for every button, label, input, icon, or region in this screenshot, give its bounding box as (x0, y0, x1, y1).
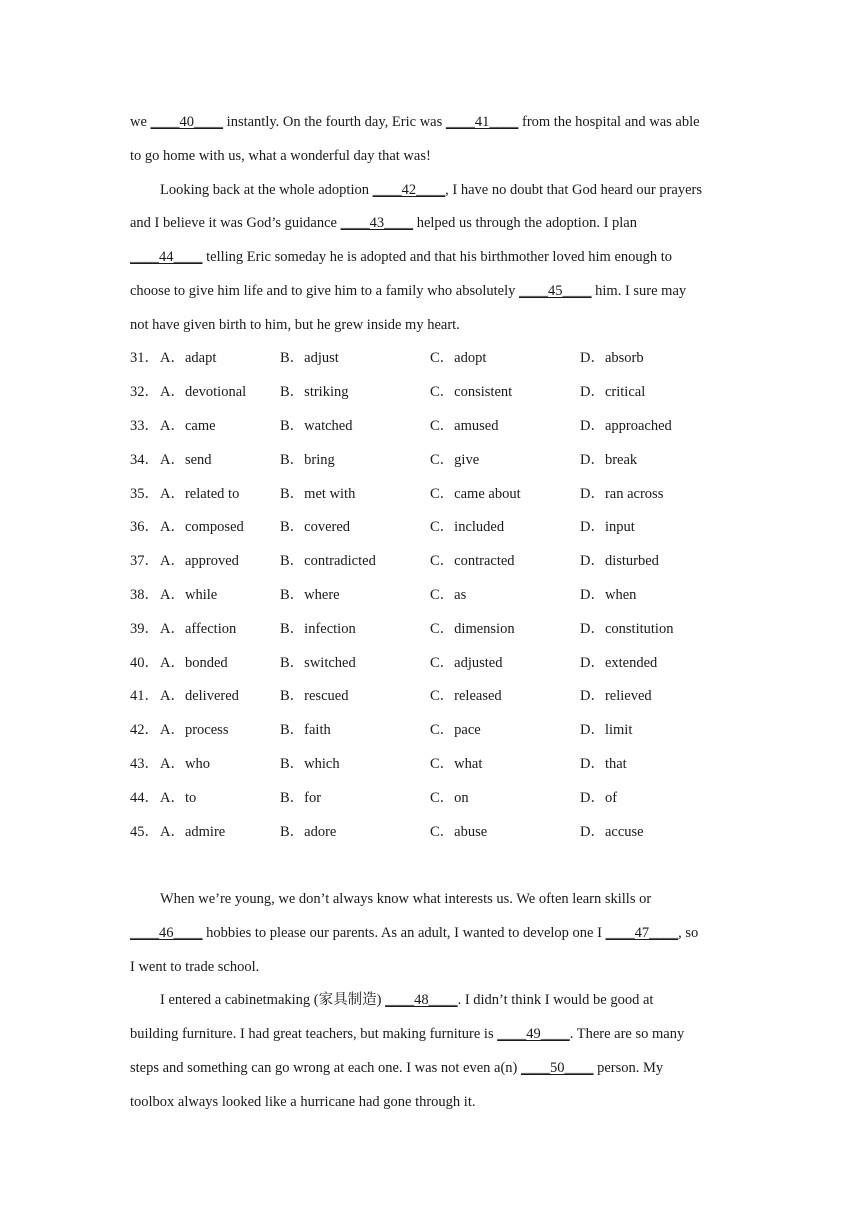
answer-blank[interactable]: ____42____ (372, 182, 446, 198)
option-d[interactable]: D．critical (580, 384, 646, 400)
option-b[interactable]: B．rescued (280, 688, 349, 704)
question-39-options (130, 619, 730, 639)
passage-text: to go home with us, what a wonderful day that was! (130, 148, 431, 164)
question-36-options (130, 517, 730, 537)
option-a[interactable]: A．who (160, 756, 210, 772)
passage-text: choose to give him life and to give him to a family who absolutely (130, 283, 520, 299)
answer-blank[interactable]: ____45____ (519, 283, 592, 299)
passage-text: him. I sure may (591, 283, 687, 299)
option-c[interactable]: C．adopt (430, 350, 487, 366)
passage-text: from the hospital and was able (518, 114, 700, 130)
question-45-options (130, 822, 730, 842)
question-number: 31． (130, 350, 159, 366)
option-b[interactable]: B．watched (280, 418, 353, 434)
option-a[interactable]: A．came (160, 418, 216, 434)
option-b[interactable]: B．contradicted (280, 553, 376, 569)
answer-blank[interactable]: ____49____ (497, 1026, 570, 1042)
answer-blank[interactable]: ____47____ (605, 925, 679, 941)
answer-blank[interactable]: ____43____ (340, 215, 414, 231)
passage-text: person. My (593, 1060, 664, 1076)
option-d[interactable]: D．relieved (580, 688, 652, 704)
option-d[interactable]: D．absorb (580, 350, 644, 366)
question-43-options (130, 754, 730, 774)
option-b[interactable]: B．switched (280, 655, 356, 671)
option-c[interactable]: C．give (430, 452, 480, 468)
option-a[interactable]: A．approved (160, 553, 239, 569)
option-a[interactable]: A．to (160, 790, 197, 806)
option-c[interactable]: C．released (430, 688, 502, 704)
option-a[interactable]: A．admire (160, 824, 226, 840)
option-c[interactable]: C．abuse (430, 824, 488, 840)
passage-text: telling Eric someday he is adopted and that his birthmother loved him enough to (202, 249, 673, 265)
passage-text: . I didn’t think I would be good at (457, 992, 654, 1008)
option-b[interactable]: B．bring (280, 452, 335, 468)
passage-text: hobbies to please our parents. As an adult, I wanted to develop one I (202, 925, 606, 941)
option-b[interactable]: B．where (280, 587, 340, 603)
option-d[interactable]: D．that (580, 756, 627, 772)
option-a[interactable]: A．related to (160, 486, 240, 502)
option-b[interactable]: B．met with (280, 486, 356, 502)
option-c[interactable]: C．amused (430, 418, 499, 434)
option-c[interactable]: C．included (430, 519, 505, 535)
answer-blank[interactable]: ____40____ (150, 114, 224, 130)
question-44-options (130, 788, 730, 808)
passage-text: instantly. On the fourth day, Eric was (223, 114, 446, 130)
passage-text: I entered a cabinetmaking (家具制造) (160, 992, 386, 1008)
question-34-options (130, 450, 730, 470)
option-d[interactable]: D．disturbed (580, 553, 659, 569)
question-number: 43． (130, 756, 159, 772)
option-d[interactable]: D．limit (580, 722, 633, 738)
passage-text: . There are so many (569, 1026, 685, 1042)
question-41-options (130, 686, 730, 706)
option-c[interactable]: C．as (430, 587, 467, 603)
passage-text: Looking back at the whole adoption (160, 182, 373, 198)
question-number: 39． (130, 621, 159, 637)
passage-text: steps and something can go wrong at each one. I was not even a(n) (130, 1060, 521, 1076)
question-number: 38． (130, 587, 159, 603)
passage-1-line (130, 281, 730, 301)
question-number: 45． (130, 824, 159, 840)
option-d[interactable]: D．accuse (580, 824, 644, 840)
option-c[interactable]: C．adjusted (430, 655, 503, 671)
passage-text: we (130, 114, 151, 130)
question-35-options (130, 484, 730, 504)
passage-2-line (160, 990, 760, 1010)
question-number: 33． (130, 418, 159, 434)
option-a[interactable]: A．affection (160, 621, 237, 637)
option-c[interactable]: C．pace (430, 722, 481, 738)
passage-1-line (130, 112, 730, 132)
option-d[interactable]: D．approached (580, 418, 672, 434)
option-d[interactable]: D．extended (580, 655, 658, 671)
option-b[interactable]: B．for (280, 790, 322, 806)
passage-1-line (130, 315, 730, 335)
passage-text: toolbox always looked like a hurricane had gone through it. (130, 1094, 476, 1110)
option-a[interactable]: A．while (160, 587, 218, 603)
question-number: 34． (130, 452, 159, 468)
passage-text: , I have no doubt that God heard our prayers (445, 182, 703, 198)
option-a[interactable]: A．process (160, 722, 229, 738)
option-c[interactable]: C．what (430, 756, 483, 772)
passage-2-line (160, 889, 760, 909)
answer-blank[interactable]: ____48____ (385, 992, 458, 1008)
question-number: 44． (130, 790, 159, 806)
passage-text: When we’re young, we don’t always know what interests us. We often learn skills or (160, 891, 652, 907)
passage-2-line (130, 1058, 730, 1078)
answer-blank[interactable]: ____50____ (520, 1060, 594, 1076)
question-number: 32． (130, 384, 159, 400)
answer-blank[interactable]: ____46____ (130, 925, 203, 941)
question-40-options (130, 653, 730, 673)
option-c[interactable]: C．contracted (430, 553, 515, 569)
option-b[interactable]: B．adore (280, 824, 337, 840)
option-b[interactable]: B．faith (280, 722, 331, 738)
option-d[interactable]: D．constitution (580, 621, 674, 637)
option-a[interactable]: A．send (160, 452, 212, 468)
option-a[interactable]: A．delivered (160, 688, 239, 704)
passage-text: building furniture. I had great teachers, but making furniture is (130, 1026, 498, 1042)
answer-blank[interactable]: ____41____ (445, 114, 519, 130)
option-a[interactable]: A．composed (160, 519, 244, 535)
option-c[interactable]: C．came about (430, 486, 521, 502)
question-32-options (130, 382, 730, 402)
passage-text: helped us through the adoption. I plan (413, 215, 637, 231)
question-42-options (130, 720, 730, 740)
option-c[interactable]: C．dimension (430, 621, 515, 637)
option-b[interactable]: B．infection (280, 621, 356, 637)
option-d[interactable]: D．break (580, 452, 638, 468)
passage-1-line (130, 146, 730, 166)
option-b[interactable]: B．striking (280, 384, 349, 400)
passage-text: I went to trade school. (130, 959, 260, 975)
passage-2-line (130, 923, 730, 943)
question-number: 37． (130, 553, 159, 569)
question-number: 41． (130, 688, 159, 704)
option-c[interactable]: C．consistent (430, 384, 513, 400)
option-d[interactable]: D．of (580, 790, 618, 806)
question-number: 36． (130, 519, 159, 535)
option-d[interactable]: D．input (580, 519, 635, 535)
passage-text: not have given birth to him, but he grew inside my heart. (130, 317, 460, 333)
option-d[interactable]: D．when (580, 587, 637, 603)
question-31-options (130, 348, 730, 368)
question-37-options (130, 551, 730, 571)
question-33-options (130, 416, 730, 436)
option-b[interactable]: B．covered (280, 519, 351, 535)
passage-text: and I believe it was God’s guidance (130, 215, 341, 231)
passage-1-line (130, 247, 730, 267)
option-c[interactable]: C．on (430, 790, 469, 806)
question-number: 35． (130, 486, 159, 502)
passage-1-line (160, 180, 760, 200)
passage-text: , so (678, 925, 699, 941)
answer-blank[interactable]: ____44____ (130, 249, 203, 265)
passage-2-line (130, 1092, 730, 1112)
question-number: 42． (130, 722, 159, 738)
passage-2-line (130, 957, 730, 977)
option-a[interactable]: A．bonded (160, 655, 228, 671)
option-a[interactable]: A．devotional (160, 384, 247, 400)
passage-2-line (130, 1024, 730, 1044)
option-b[interactable]: B．which (280, 756, 340, 772)
option-a[interactable]: A．adapt (160, 350, 217, 366)
question-number: 40． (130, 655, 159, 671)
option-d[interactable]: D．ran across (580, 486, 664, 502)
question-38-options (130, 585, 730, 605)
passage-1-line (130, 213, 730, 233)
option-b[interactable]: B．adjust (280, 350, 339, 366)
